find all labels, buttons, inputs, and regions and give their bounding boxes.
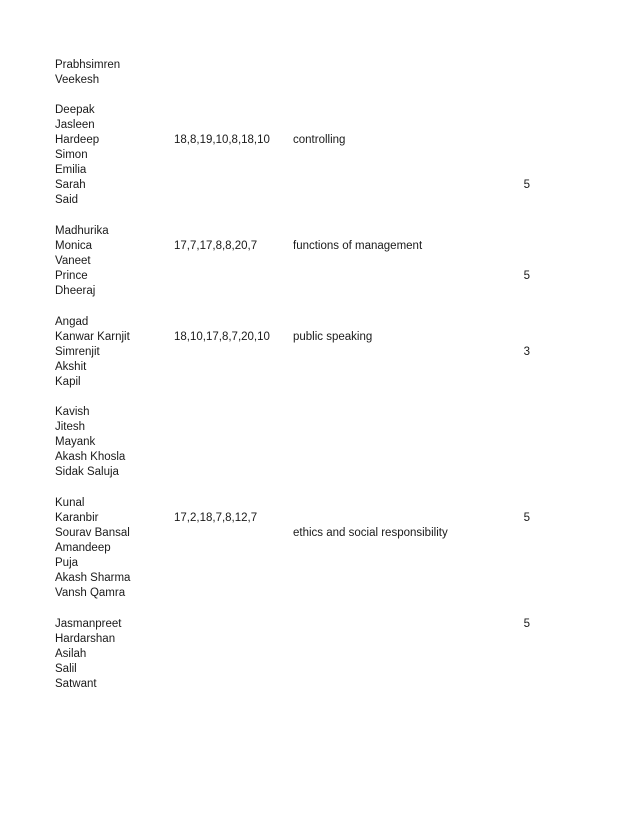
student-name: Hardeep (55, 134, 100, 146)
student-name: Mayank (55, 436, 96, 448)
student-name: Prabhsimren (55, 59, 121, 71)
student-name: Madhurika (55, 225, 109, 237)
group-scores: 17,7,17,8,8,20,7 (174, 240, 258, 252)
student-name: Akash Sharma (55, 572, 131, 584)
student-name: Satwant (55, 678, 97, 690)
group-number: 5 (523, 179, 530, 191)
student-name: Prince (55, 270, 88, 282)
group-number: 3 (523, 346, 530, 358)
student-name: Amandeep (55, 542, 111, 554)
student-name: Puja (55, 557, 79, 569)
student-name: Angad (55, 316, 89, 328)
student-name: Jasleen (55, 119, 95, 131)
group-number: 5 (523, 270, 530, 282)
student-name: Sidak Saluja (55, 466, 119, 478)
student-name: Akshit (55, 361, 87, 373)
student-name: Simon (55, 149, 88, 161)
student-name: Deepak (55, 104, 95, 116)
student-name: Monica (55, 240, 93, 252)
student-name: Said (55, 194, 79, 206)
group-topic: functions of management (293, 240, 423, 252)
group-scores: 18,8,19,10,8,18,10 (174, 134, 270, 146)
student-name: Kunal (55, 497, 85, 509)
student-name: Karanbir (55, 512, 99, 524)
student-name: Akash Khosla (55, 451, 126, 463)
student-name: Veekesh (55, 74, 100, 86)
student-name: Emilia (55, 164, 87, 176)
student-name: Asilah (55, 648, 87, 660)
student-name: Vaneet (55, 255, 91, 267)
student-name: Sarah (55, 179, 86, 191)
student-name: Salil (55, 663, 77, 675)
group-scores: 17,2,18,7,8,12,7 (174, 512, 258, 524)
student-name: Kapil (55, 376, 81, 388)
student-name: Dheeraj (55, 285, 96, 297)
group-topic: ethics and social responsibility (293, 527, 448, 539)
student-name: Simrenjit (55, 346, 100, 358)
group-topic: controlling (293, 134, 346, 146)
group-topic: public speaking (293, 331, 373, 343)
group-number: 5 (523, 512, 530, 524)
student-name: Kavish (55, 406, 90, 418)
student-name: Vansh Qamra (55, 587, 126, 599)
group-number: 5 (523, 618, 530, 630)
student-name: Sourav Bansal (55, 527, 130, 539)
student-name: Jitesh (55, 421, 86, 433)
student-name: Kanwar Karnjit (55, 331, 130, 343)
group-scores: 18,10,17,8,7,20,10 (174, 331, 270, 343)
student-name: Jasmanpreet (55, 618, 122, 630)
student-name: Hardarshan (55, 633, 116, 645)
